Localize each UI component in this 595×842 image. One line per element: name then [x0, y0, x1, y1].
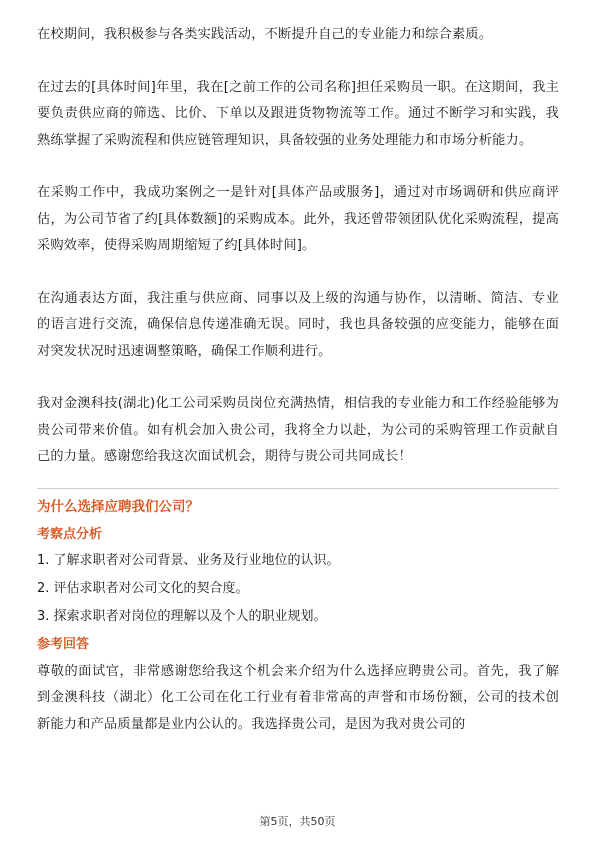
answer-title: 参考回答: [37, 636, 90, 652]
analysis-title: 考察点分析: [37, 526, 103, 542]
paragraph-communication: 在沟通表达方面，我注重与供应商、同事以及上级的沟通与协作，以清晰、简洁、专业的语言进行交流，确保信息传递准确无误。同时，我也具备较强的应变能力，能够在面对突发状况时迅速调整策略，确保工作顺利进行。: [37, 290, 559, 359]
answer-text: 尊敬的面试官，非常感谢您给我这个机会来介绍为什么选择应聘贵公司。首先，我了解到金澳科技（湖北）化工公司在化工行业有着非常高的声誉和市场份额，公司的技术创新能力和产品质量都是业内公认的。我选择贵公司，是因为我对贵公司的: [37, 663, 559, 732]
paragraph-case: 在采购工作中，我成功案例之一是针对[具体产品或服务]，通过对市场调研和供应商评估，为公司节省了约[具体数额]的采购成本。此外，我还曾带领团队优化采购流程，提高采购效率，使得采购周期缩短了约[具体时间]。: [37, 185, 559, 253]
paragraph-closing: 我对金澳科技(湖北)化工公司采购员岗位充满热情，相信我的专业能力和工作经验能够为贵公司带来价值。如有机会加入贵公司，我将全力以赴，为公司的采购管理工作贡献自己的力量。感谢您给我这次面试机会，期待与贵公司共同成长！: [37, 396, 559, 464]
paragraph-experience: 在过去的[具体时间]年里，我在[之前工作的公司名称]担任采购员一职。在这期间，我主要负责供应商的筛选、比价、下单以及跟进货物物流等工作。通过不断学习和实践，我熟练掌握了采购流程和供应链管理知识，具备较强的业务处理能力和市场分析能力。: [37, 79, 559, 148]
analysis-point: 3. 探索求职者对岗位的理解以及个人的职业规划。: [37, 608, 327, 624]
page-footer: 第5页，共50页: [259, 815, 336, 828]
paragraph-campus: 在校期间，我积极参与各类实践活动，不断提升自己的专业能力和综合素质。: [37, 27, 493, 42]
document-page: [37, 22, 559, 738]
analysis-point: 2. 评估求职者对公司文化的契合度。: [37, 580, 249, 596]
question-title: 为什么选择应聘我们公司？: [37, 498, 199, 515]
analysis-point: 1. 了解求职者对公司背景、业务及行业地位的认识。: [37, 552, 340, 568]
section-divider: [37, 488, 559, 489]
